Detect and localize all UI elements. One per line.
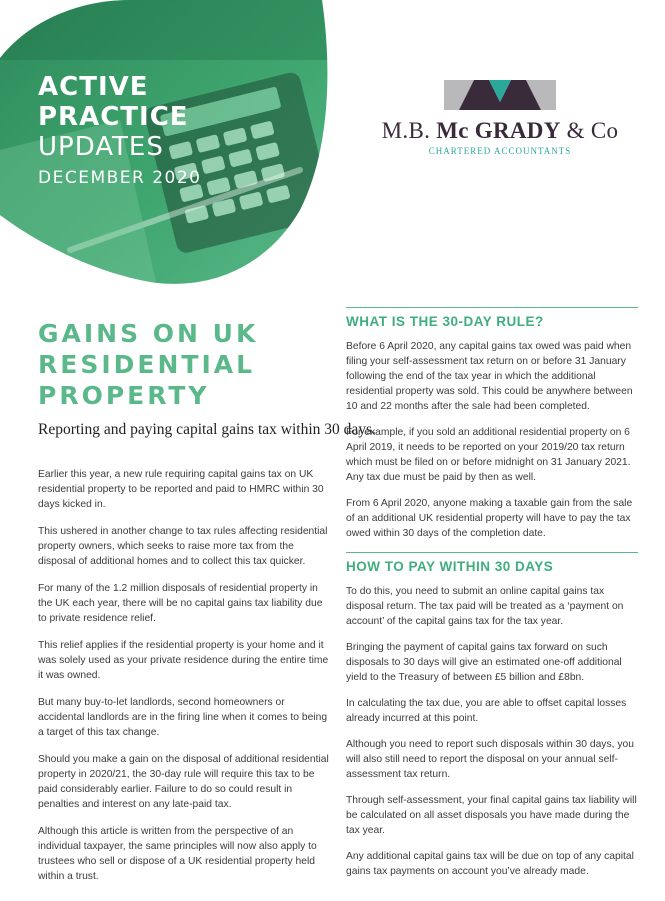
- issue-date: DECEMBER 2020: [38, 168, 202, 188]
- section-paragraph: In calculating the tax due, you are able to offset capital losses already incurred at this point.: [346, 698, 627, 724]
- article-body: [38, 467, 330, 884]
- sidebar-sections: [346, 307, 638, 890]
- article-paragraph: Should you make a gain on the disposal of additional residential property in 2020/21, the 30-day rule will require this tax to be paid considerably earlier. Failure to do so could result in penalties and interest on any late-paid tax.: [38, 754, 329, 810]
- article-paragraph: Earlier this year, a new rule requiring capital gains tax on UK residential property to be reported and paid to HMRC within 30 days kicked in.: [38, 469, 324, 510]
- article-title: GAINS ON UK RESIDENTIAL PROPERTY: [38, 319, 259, 410]
- section-paragraph: Although you need to report such disposals within 30 days, you will also still need to report the disposal on your annual self-assessment tax return.: [346, 739, 634, 780]
- newsletter-masthead: [38, 72, 202, 190]
- article-paragraph: Although this article is written from the perspective of an individual taxpayer, the same principles will now also apply to trustees who sell or dispose of a UK residential property held within a trust.: [38, 826, 317, 882]
- section-paragraph: Before 6 April 2020, any capital gains tax owed was paid when filing your self-assessment tax return on or before 31 January following the end of the tax year in which the additional residential property was sold. This could be anywhere between 10 and 22 months after the sale had been completed.: [346, 341, 633, 412]
- article-paragraph: But many buy-to-let landlords, second homeowners or accidental landlords are in the firing line when it comes to being a target of this tax change.: [38, 697, 328, 738]
- logo-name: Mc GRADY: [436, 118, 561, 143]
- section-paragraph: For example, if you sold an additional residential property on 6 April 2019, it needs to be reported on your 2019/20 tax return which must be filed on or before midnight on 31 January 2021. Any tax due must be paid by then as well.: [346, 427, 631, 483]
- section-heading-30-day-rule: WHAT IS THE 30-DAY RULE?: [346, 314, 544, 329]
- section-paragraph: To do this, you need to submit an online capital gains tax disposal return. The tax paid will be treated as a ‘payment on account’ of the capital gains tax for the tax year.: [346, 586, 624, 627]
- article-paragraph: For many of the 1.2 million disposals of residential property in the UK each year, there will be no capital gains tax liability due to private residence relief.: [38, 583, 323, 624]
- logo-suffix: & Co: [566, 118, 619, 143]
- article-paragraph: This ushered in another change to tax rules affecting residential property owners, which seeks to raise more tax from the disposal of additional homes and to collect this tax quicker.: [38, 526, 328, 567]
- section-paragraph: From 6 April 2020, anyone making a taxable gain from the sale of an additional UK residential property will have to pay the tax owed within 30 days of the completion date.: [346, 498, 633, 539]
- masthead-line-1: ACTIVE: [38, 72, 149, 102]
- section-paragraph: Bringing the payment of capital gains tax forward on such disposals to 30 days will give an estimated one-off additional yield to the Treasury of between £5 billion and £8bn.: [346, 642, 622, 683]
- logo-mountains-icon: [444, 80, 556, 112]
- main-article: [38, 318, 376, 896]
- header-banner: [0, 0, 330, 300]
- logo-initials: M.B.: [381, 118, 431, 143]
- company-logo: [380, 80, 620, 156]
- article-subtitle: Reporting and paying capital gains tax within 30 days.: [38, 421, 376, 438]
- section-paragraph: Any additional capital gains tax will be due on top of any capital gains tax payments on account you’ve already made.: [346, 851, 634, 877]
- section-heading-how-to-pay: HOW TO PAY WITHIN 30 DAYS: [346, 559, 554, 574]
- logo-tagline: CHARTERED ACCOUNTANTS: [428, 146, 572, 156]
- masthead-line-2: PRACTICE: [38, 102, 189, 132]
- section-divider: [346, 552, 638, 553]
- section-paragraph: Through self-assessment, your final capital gains tax liability will be calculated on all asset disposals you have made during the tax year.: [346, 795, 637, 836]
- section-divider: [346, 307, 638, 308]
- logo-wordmark: [380, 118, 620, 144]
- article-paragraph: This relief applies if the residential property is your home and it was solely used as your private residence during the entire time it was owned.: [38, 640, 329, 681]
- masthead-line-3: UPDATES: [38, 132, 164, 162]
